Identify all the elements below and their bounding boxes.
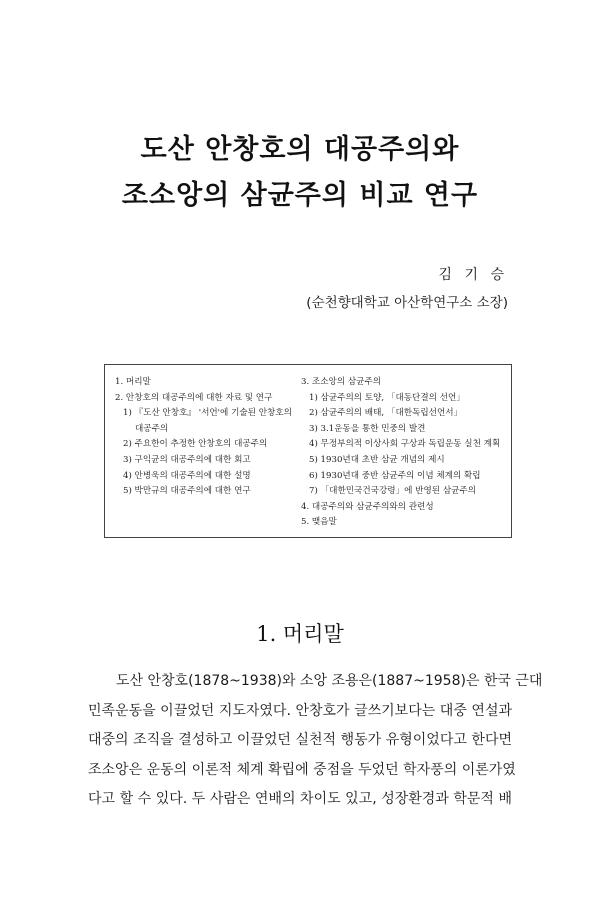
author-name: 김 기 승 [438,267,508,283]
toc-item: 6) 1930년대 중반 삼균주의 이념 체계의 확립 [309,470,481,481]
toc-item: 3) 구익균의 대공주의에 대한 회고 [123,454,251,465]
title-line-1: 도산 안창호의 대공주의와 [140,134,460,165]
toc-item: 3. 조소앙의 삼균주의 [301,377,382,387]
toc-item: 4) 안병욱의 대공주의에 대한 설명 [123,470,251,481]
body-paragraph [88,667,543,815]
section-heading: 1. 머리말 [256,622,344,646]
toc-item: 대공주의 [135,423,169,434]
paragraph-line: 조소앙은 운동의 이론적 체계 확립에 중점을 두었던 학자풍의 이론가였 [88,761,516,778]
table-of-contents [104,364,512,538]
paragraph-line: 다고 할 수 있다. 두 사람은 연배의 차이도 있고, 성장환경과 학문적 배 [88,791,512,807]
paragraph-line: 도산 안창호(1878~1938)와 소앙 조용은(1887~1958)은 한국 근대 [116,673,543,689]
toc-right-column [301,375,500,531]
toc-item: 4. 대공주의와 삼균주의와의 관련성 [301,501,434,512]
toc-item: 4) 무정부의적 이상사회 구상과 독립운동 실천 계획 [309,439,501,450]
toc-left-column [115,375,292,500]
toc-item: 2) 삼균주의의 배태, 「대한독립선언서」 [309,408,463,419]
toc-item: 1. 머리말 [115,377,151,387]
toc-item: 5) 박만규의 대공주의에 대한 연구 [123,486,251,497]
paragraph-line: 대중의 조직을 결성하고 이끌었던 실천적 행동가 유형이었다고 한다면 [88,732,512,748]
title-line-2: 조소앙의 삼균주의 비교 연구 [121,180,479,211]
toc-item: 7) 「대한민국건국강령」에 반영된 삼균주의 [309,486,477,497]
toc-item: 1) 『도산 안창호』 '서언'에 기술된 안창호의 [123,408,292,419]
toc-item: 5. 맺음말 [301,517,337,528]
author-affiliation: (순천향대학교 아산학연구소 소장) [306,295,508,311]
toc-item: 2. 안창호의 대공주의에 대한 자료 및 연구 [115,392,273,403]
toc-item: 2) 주요한이 추정한 안창호의 대공주의 [123,439,268,450]
toc-item: 3) 3.1운동을 통한 민중의 발견 [309,423,426,434]
toc-item: 1) 삼균주의의 토양, 「대동단결의 선언」 [309,392,465,403]
toc-item: 5) 1930년대 초반 삼균 개념의 제시 [309,454,445,465]
paragraph-line: 민족운동을 이끌었던 지도자였다. 안창호가 글쓰기보다는 대중 연설과 [88,702,512,719]
